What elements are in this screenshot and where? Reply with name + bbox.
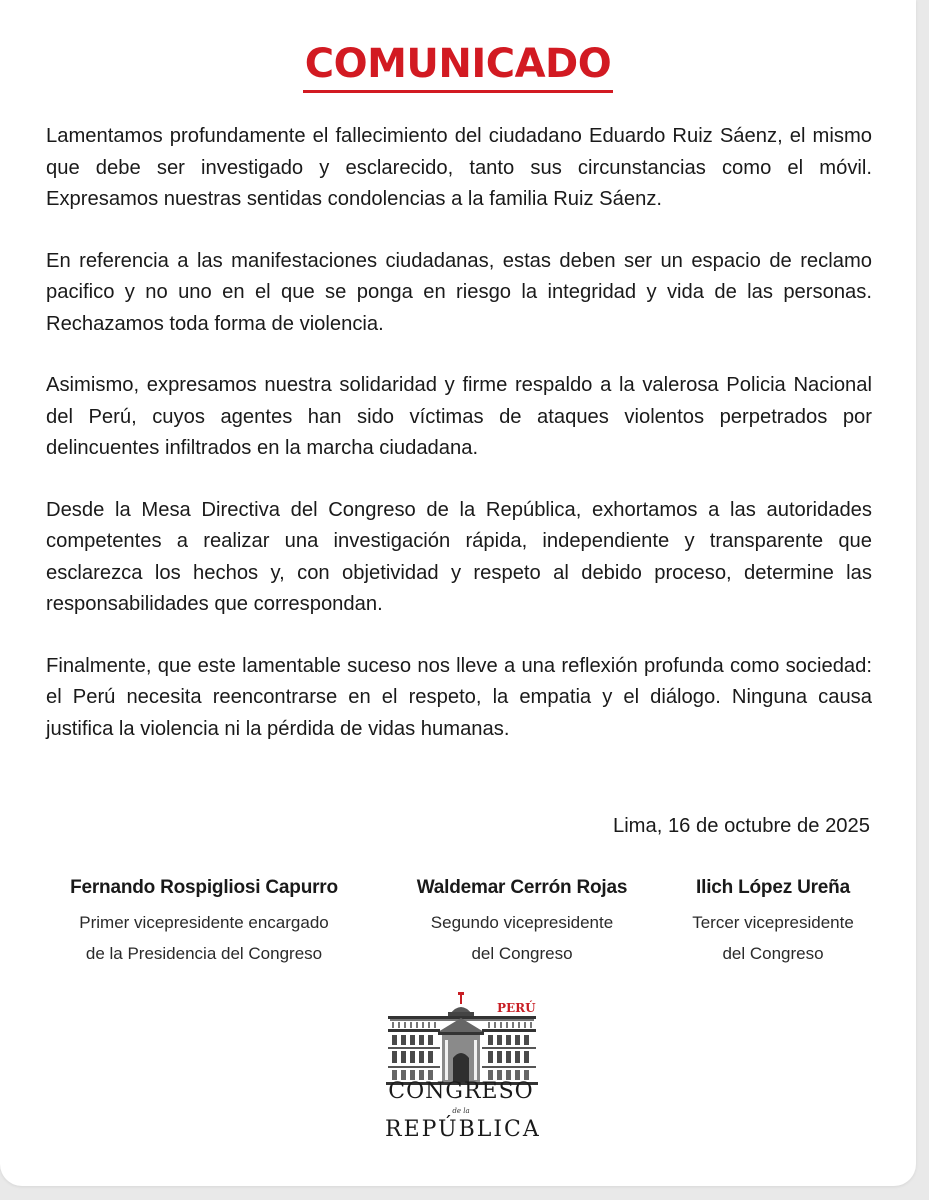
signatory-role-line: Segundo vicepresidente — [430, 913, 614, 932]
signatory-name: Fernando Rospigliosi Capurro — [70, 877, 338, 898]
logo-congreso-text: CONGRESO — [388, 1079, 534, 1104]
signatory-role-line: de la Presidencia del Congreso — [85, 944, 323, 963]
signatory-role-line: del Congreso — [471, 944, 573, 963]
statement-body — [46, 121, 872, 775]
signatory-second-vicepresident — [384, 875, 660, 969]
page-title: COMUNICADO — [303, 42, 614, 93]
signatory-third-vicepresident — [660, 875, 886, 969]
title-wrap — [0, 42, 916, 93]
signatory-name: Waldemar Cerrón Rojas — [416, 877, 628, 898]
paragraph-1: Lamentamos profundamente el fallecimiento del ciudadano Eduardo Ruiz Sáenz, el mismo que debe ser investigado y esclarecido, tanto sus circunstancias como el móvil. Expresamos nuestras sentidas condolencias a la familia Ruiz Sáenz. — [46, 125, 872, 210]
place-date: Lima, 16 de octubre de 2025 — [612, 815, 870, 837]
signatory-role-line: del Congreso — [722, 944, 824, 963]
signatory-first-vicepresident — [34, 875, 374, 969]
paragraph-3: Asimismo, expresamos nuestra solidaridad y firme respaldo a la valerosa Policia Nacional del Perú, cuyos agentes han sido víctimas de ataques violentos perpetrados por delincuentes infiltrados en la marcha ciudadana. — [46, 374, 872, 459]
signatory-role-line: Tercer vicepresidente — [692, 913, 854, 932]
logo-republica-text: REPÚBLICA — [385, 1117, 541, 1142]
logo-connector-text: de la — [452, 1107, 470, 1115]
paragraph-4: Desde la Mesa Directiva del Congreso de la República, exhortamos a las autoridades competentes a realizar una investigación rápida, independiente y transparente que esclarezca los hechos y, con objetividad y respeto al debido proceso, determine las responsabilidades que correspondan. — [46, 498, 872, 615]
paragraph-5: Finalmente, que este lamentable suceso nos lleve a una reflexión profunda como sociedad: el Perú necesita reencontrarse en el respeto, la empatia y el diálogo. Ninguna causa justifica la violencia ni la pérdida de vidas humanas. — [46, 654, 872, 740]
signatory-name: Ilich López Ureña — [696, 877, 850, 898]
logo-country-label: PERÚ — [497, 1001, 536, 1015]
signatory-role-line: Primer vicepresidente encargado — [79, 913, 329, 932]
paragraph-2: En referencia a las manifestaciones ciudadanas, estas deben ser un espacio de reclamo pacifico y no uno en el que se ponga en riesgo la integridad y vida de las personas. Rechazamos toda forma de violencia. — [46, 249, 872, 335]
